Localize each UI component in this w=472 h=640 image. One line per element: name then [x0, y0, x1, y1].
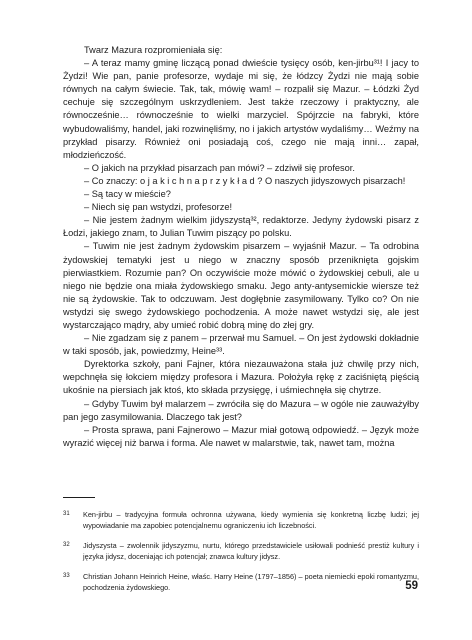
paragraph: – Gdyby Tuwim był malarzem – zwróciła się do Mazura – w ogóle nie zauważyłby pan jego zasymilowania. Dlaczego tak jest?	[63, 398, 419, 422]
paragraph: – Są tacy w mieście?	[84, 189, 171, 200]
paragraph: – Prosta sprawa, pani Fajnerowo – Mazur miał gotową odpowiedź. – Język może wyrazić więcej niż barwa i forma. Ale nawet w malarstwie, tak, nawet tam, można	[63, 424, 419, 448]
footnote	[63, 509, 419, 531]
paragraph: – Tuwim nie jest żadnym żydowskim pisarzem – wyjaśnił Mazur. – Ta odrobina żydowskiej tematyki jest u niego w znaczny sposób przeniknięta gojskim pierwiastkiem. Rozumie pan? On oczywiście może mówić o żydowskiej cebuli, ale u niego nie będzie ona miała żydowskiego smaku. Jego anty-antysemickie wiersze też nie są żydowskie. Tak to odczuwam. Jest dogłębnie zasymilowany. Tylko co? On nie wstydzi się swego żydowskiego pochodzenia. A może nawet wstydzi się, ale jest wystarczająco mądry, aby umieć robić dobrą minę do złej gry.	[63, 241, 419, 330]
paragraph: – O jakich na przykład pisarzach pan mówi? – zdziwił się profesor.	[84, 162, 355, 173]
paragraph: Dyrektorka szkoły, pani Fajner, która niezauważona stała już chwilę przy nich, wepchnęła się łokciem między profesora i Mazura. Położyła rękę z zaciśniętą pięścią ukośnie na piersiach jak ktoś, kto składa przysięgę, i uśmiechnęła się chytrze.	[63, 359, 419, 396]
main-text	[63, 44, 419, 450]
footnote-text: Christian Johann Heinrich Heine, właśc. Harry Heine (1797–1856) – poeta niemiecki epoki romantyzmu, pochodzenia żydowskiego.	[83, 572, 419, 592]
paragraph: – Nie zgadzam się z panem – przerwał mu Samuel. – On jest żydowski dokładnie w taki sposób, jak, powiedzmy, Heine³³.	[63, 333, 419, 357]
paragraph: – Niech się pan wstydzi, profesorze!	[84, 202, 233, 213]
footnote	[63, 571, 419, 593]
paragraph: – Co znaczy: o j a k i c h n a p r z y k ł a d ? O naszych jidyszowych pisarzach!	[84, 175, 406, 186]
footnote	[63, 540, 419, 562]
paragraph: – Nie jestem żadnym wielkim jidyszystą³², redaktorze. Jedyny żydowski pisarz z Łodzi, jakiego znam, to Julian Tuwim piszący po polsku.	[63, 215, 419, 239]
footnote-text: Jidyszysta – zwolennik jidyszyzmu, nurtu, którego przedstawiciele usiłowali podnieść prestiż kultury i języka jidysz, doceniając ich potencjał; znawca kultury jidysz.	[83, 541, 419, 561]
footnotes	[63, 509, 419, 602]
paragraph: – A teraz mamy gminę liczącą ponad dwieście tysięcy osób, ken-jirbu³¹! I jacy to Żydzi! Wie pan, panie profesorze, wydaje mi się, że łódzcy Żydzi nie mają sobie równych na całym świecie. Tak, tak, mówię wam! – rozpalił się Mazur. – Łódzki Żyd cechuje się szczególnym uskrzydleniem. Jest także rzeczowy i praktyczny, ale równocześnie… równocześnie to wielki marzyciel. Spójrzcie na fabryki, które wybudowaliśmy, handel, jaki rozwinęliśmy, no i jakich artystów wydaliśmy… Weźmy na przykład pisarzy. Również oni posiadają coś, czego nie mają inni… zapał, młodzieńczość.	[63, 58, 419, 160]
paragraph: Twarz Mazura rozpromieniała się:	[84, 45, 223, 55]
page-number: 59	[405, 580, 418, 592]
footnote-number: 31	[63, 511, 70, 517]
footnote-number: 33	[63, 573, 70, 579]
footnote-separator	[63, 497, 95, 498]
footnote-number: 32	[63, 542, 70, 548]
footnote-text: Ken-jirbu – tradycyjna formuła ochronna używana, kiedy wymienia się konkretną liczbę ludzi; jej wypowiadanie ma zapobiec potencjalnemu ograniczeniu ich liczebności.	[83, 510, 419, 530]
